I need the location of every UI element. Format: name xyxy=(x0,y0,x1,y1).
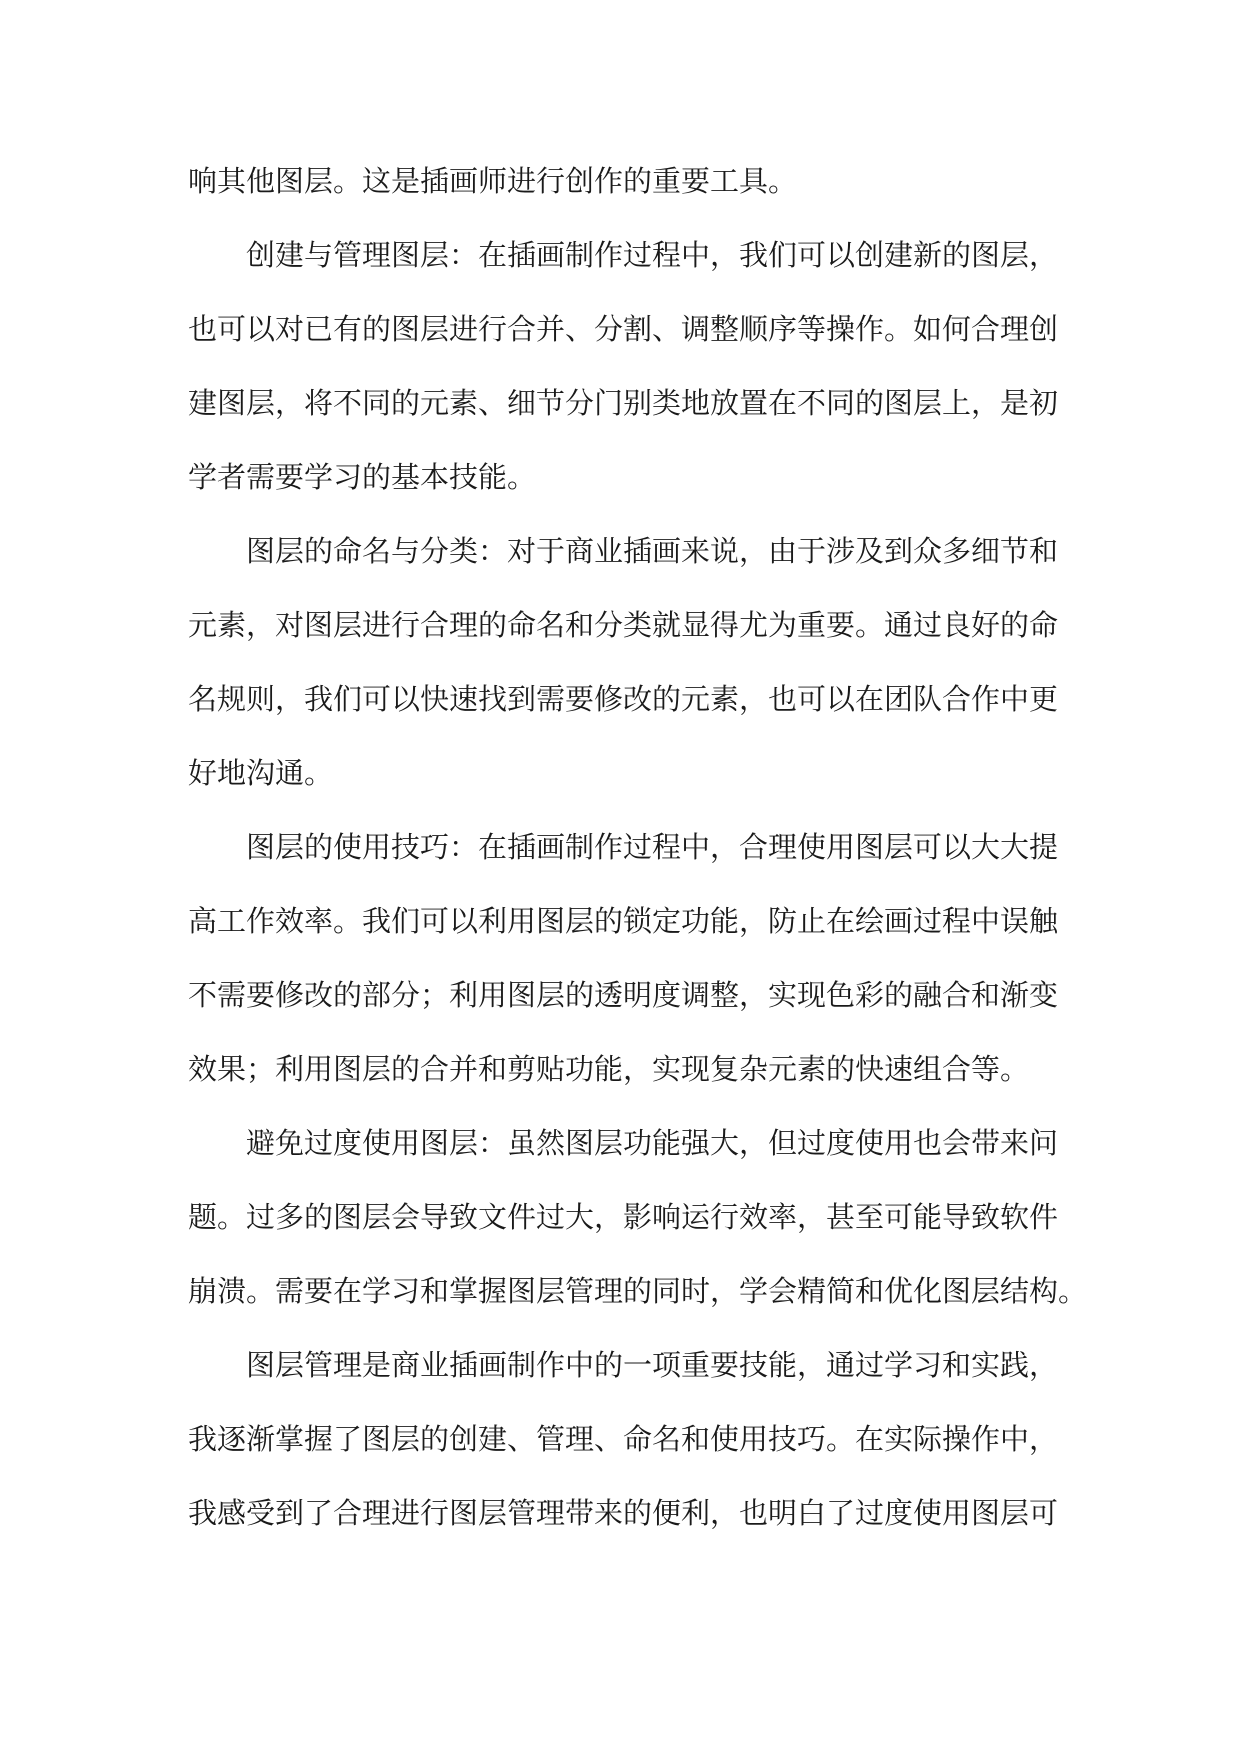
paragraph-line: 我逐渐掌握了图层的创建、管理、命名和使用技巧。在实际操作中， xyxy=(188,1422,1059,1456)
paragraph-line: 创建与管理图层：在插画制作过程中，我们可以创建新的图层， xyxy=(246,238,1059,272)
paragraph-line: 图层的命名与分类：对于商业插画来说，由于涉及到众多细节和 xyxy=(246,534,1059,568)
paragraph-line: 我感受到了合理进行图层管理带来的便利，也明白了过度使用图层可 xyxy=(188,1496,1059,1530)
paragraph-line: 元素，对图层进行合理的命名和分类就显得尤为重要。通过良好的命 xyxy=(188,608,1059,642)
paragraph-line: 名规则，我们可以快速找到需要修改的元素，也可以在团队合作中更 xyxy=(188,682,1059,716)
paragraph-line: 好地沟通。 xyxy=(188,756,334,790)
paragraph-line: 题。过多的图层会导致文件过大，影响运行效率，甚至可能导致软件 xyxy=(188,1200,1059,1234)
paragraph-line: 崩溃。需要在学习和掌握图层管理的同时，学会精简和优化图层结构。 xyxy=(188,1274,1088,1308)
paragraph-line: 避免过度使用图层：虽然图层功能强大，但过度使用也会带来问 xyxy=(246,1126,1059,1160)
document-body xyxy=(188,144,1088,1550)
paragraph-line: 图层的使用技巧：在插画制作过程中，合理使用图层可以大大提 xyxy=(246,830,1059,864)
paragraph-line: 响其他图层。这是插画师进行创作的重要工具。 xyxy=(188,164,798,198)
paragraph-line: 图层管理是商业插画制作中的一项重要技能，通过学习和实践， xyxy=(246,1348,1059,1382)
paragraph-line: 高工作效率。我们可以利用图层的锁定功能，防止在绘画过程中误触 xyxy=(188,904,1059,938)
paragraph-line: 不需要修改的部分；利用图层的透明度调整，实现色彩的融合和渐变 xyxy=(188,978,1059,1012)
paragraph-line: 也可以对已有的图层进行合并、分割、调整顺序等操作。如何合理创 xyxy=(188,312,1059,346)
paragraph-line: 建图层，将不同的元素、细节分门别类地放置在不同的图层上，是初 xyxy=(188,386,1059,420)
paragraph-line: 效果；利用图层的合并和剪贴功能，实现复杂元素的快速组合等。 xyxy=(188,1052,1030,1086)
paragraph-line: 学者需要学习的基本技能。 xyxy=(188,460,537,494)
